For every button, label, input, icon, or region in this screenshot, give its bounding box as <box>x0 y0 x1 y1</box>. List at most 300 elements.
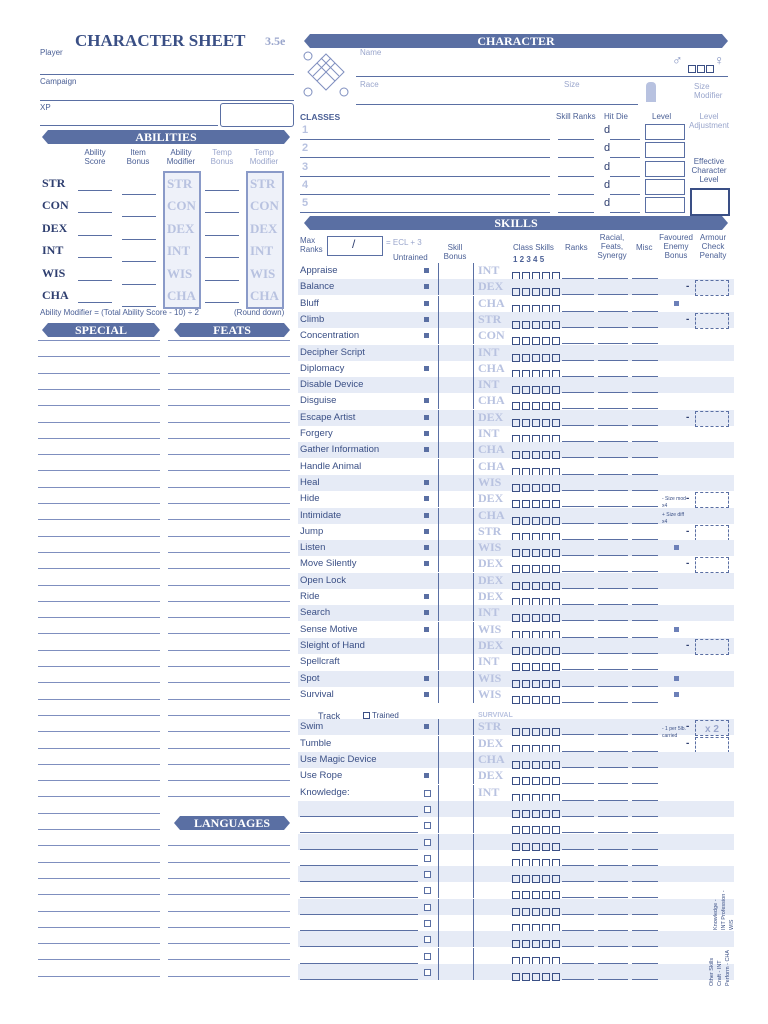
skill-bonus-box[interactable] <box>438 931 474 947</box>
xp-box[interactable] <box>220 103 294 127</box>
hit-die-field[interactable] <box>610 176 640 177</box>
ability-score-field[interactable] <box>78 235 112 236</box>
skill-bonus-box[interactable] <box>438 556 474 572</box>
feat-line[interactable] <box>168 764 290 765</box>
special-ability-line[interactable] <box>38 356 160 357</box>
skill-ability-ghost: DEX <box>478 735 504 750</box>
skill-row[interactable] <box>298 279 734 295</box>
misc-field[interactable] <box>632 702 658 703</box>
special-ability-line[interactable] <box>38 943 160 944</box>
skill-bonus-box[interactable] <box>438 426 474 442</box>
skill-row[interactable] <box>298 573 734 589</box>
untrained-checkbox[interactable] <box>424 953 431 960</box>
skill-bonus-box[interactable] <box>438 817 474 833</box>
knowledge-row[interactable] <box>298 915 734 931</box>
feat-line[interactable] <box>168 894 290 895</box>
feat-line[interactable] <box>168 422 290 423</box>
skill-bonus-box[interactable] <box>438 263 474 279</box>
skill-bonus-box[interactable] <box>438 736 474 752</box>
side-note-other: Other Skills Craft - INT Perform - CHA <box>709 949 731 986</box>
special-ability-line[interactable] <box>38 796 160 797</box>
special-ability-line[interactable] <box>38 405 160 406</box>
feat-line[interactable] <box>168 617 290 618</box>
misc-field[interactable] <box>632 979 658 980</box>
untrained-checkbox[interactable] <box>424 855 431 862</box>
skill-ability-ghost: DEX <box>478 572 504 587</box>
skill-name: Hide <box>300 493 320 505</box>
skill-bonus-box[interactable] <box>438 866 474 882</box>
feat-line[interactable] <box>168 731 290 732</box>
special-ability-line[interactable] <box>38 927 160 928</box>
skill-row[interactable] <box>298 556 734 572</box>
special-ability-line[interactable] <box>38 911 160 912</box>
special-ability-line[interactable] <box>38 519 160 520</box>
item-bonus-field[interactable] <box>122 239 156 240</box>
feat-line[interactable] <box>168 601 290 602</box>
special-ability-line[interactable] <box>38 976 160 977</box>
skill-bonus-box[interactable] <box>438 393 474 409</box>
special-ability-line[interactable] <box>38 633 160 634</box>
skill-name: Open Lock <box>300 574 346 586</box>
temp-modifier-ghost: CHA <box>250 288 279 303</box>
class-name-field[interactable] <box>300 157 550 158</box>
skill-bonus-box[interactable] <box>438 312 474 328</box>
feat-line[interactable] <box>168 585 290 586</box>
untrained-checkbox[interactable] <box>424 887 431 894</box>
skill-bonus-box[interactable] <box>438 882 474 898</box>
ability-score-field[interactable] <box>78 302 112 303</box>
skill-row[interactable] <box>298 442 734 458</box>
temp-bonus-field[interactable] <box>205 235 239 236</box>
class-skill-checkboxes[interactable] <box>512 968 562 986</box>
skill-bonus-box[interactable] <box>438 279 474 295</box>
skill-row[interactable] <box>298 768 734 784</box>
survival-tag: SURVIVAL <box>478 712 513 719</box>
feat-line[interactable] <box>168 405 290 406</box>
feat-line[interactable] <box>168 389 290 390</box>
special-ability-line[interactable] <box>38 780 160 781</box>
untrained-marker <box>424 301 429 306</box>
skill-bonus-box[interactable] <box>438 654 474 670</box>
feat-line[interactable] <box>168 959 290 960</box>
item-bonus-field[interactable] <box>122 261 156 262</box>
untrained-marker <box>424 692 429 697</box>
special-ability-line[interactable] <box>38 813 160 814</box>
skill-name: Decipher Script <box>300 346 365 358</box>
feat-line[interactable] <box>168 470 290 471</box>
acp-minus: - <box>686 721 690 733</box>
untrained-marker <box>424 431 429 436</box>
feat-line[interactable] <box>168 927 290 928</box>
skill-name: Escape Artist <box>300 411 356 423</box>
hit-die-field[interactable] <box>610 194 640 195</box>
skill-bonus-box[interactable] <box>438 361 474 377</box>
ability-score-field[interactable] <box>78 212 112 213</box>
swim-x2: x 2 <box>705 724 719 735</box>
sheet-title: CHARACTER SHEET <box>75 31 246 50</box>
special-ability-line[interactable] <box>38 340 160 341</box>
knowledge-row[interactable] <box>298 948 734 964</box>
skill-bonus-box[interactable] <box>438 768 474 784</box>
class-skill-ranks-field[interactable] <box>558 176 594 177</box>
gender-male-icon[interactable]: ♂ <box>672 52 683 68</box>
skill-name: Disguise <box>300 395 337 407</box>
knowledge-row[interactable] <box>298 882 734 898</box>
untrained-marker <box>424 627 429 632</box>
untrained-checkbox[interactable] <box>424 871 431 878</box>
class-skill-ranks-field[interactable] <box>558 194 594 195</box>
level-label: Level <box>652 112 672 121</box>
special-ability-line[interactable] <box>38 470 160 471</box>
acp-minus: - <box>686 525 690 537</box>
feat-line[interactable] <box>168 845 290 846</box>
class-level-box[interactable] <box>645 197 685 213</box>
armour-check-box[interactable] <box>695 492 729 508</box>
skill-row[interactable] <box>298 345 734 361</box>
skill-bonus-box[interactable] <box>438 328 474 344</box>
ranks-field[interactable] <box>562 702 594 703</box>
skill-row[interactable] <box>298 312 734 328</box>
special-ability-line[interactable] <box>38 666 160 667</box>
feat-line[interactable] <box>168 568 290 569</box>
special-ability-line[interactable] <box>38 552 160 553</box>
skill-bonus-box[interactable] <box>438 491 474 507</box>
class-skill-ranks-field[interactable] <box>558 157 594 158</box>
feat-line[interactable] <box>168 943 290 944</box>
special-ability-line[interactable] <box>38 862 160 863</box>
temp-bonus-field[interactable] <box>205 212 239 213</box>
feat-line[interactable] <box>168 878 290 879</box>
special-ability-line[interactable] <box>38 373 160 374</box>
skill-bonus-box[interactable] <box>438 508 474 524</box>
item-bonus-field[interactable] <box>122 194 156 195</box>
armour-check-box[interactable] <box>695 280 729 296</box>
skill-bonus-box[interactable] <box>438 801 474 817</box>
gender-boxes[interactable] <box>688 60 714 78</box>
special-ability-line[interactable] <box>38 585 160 586</box>
temp-bonus-field[interactable] <box>205 280 239 281</box>
skill-bonus-box[interactable] <box>438 475 474 491</box>
knowledge-name-field[interactable] <box>300 979 418 980</box>
knowledge-row[interactable] <box>298 899 734 915</box>
untrained-checkbox[interactable] <box>424 806 431 813</box>
untrained-marker <box>424 545 429 550</box>
ability-score-field[interactable] <box>78 257 112 258</box>
class-skill-checkboxes[interactable] <box>512 691 562 709</box>
skill-row[interactable] <box>298 654 734 670</box>
hit-die-label: Hit Die <box>604 112 629 121</box>
untrained-marker <box>424 447 429 452</box>
special-ability-line[interactable] <box>38 959 160 960</box>
skill-ability-ghost: STR <box>478 719 502 734</box>
special-ability-line[interactable] <box>38 829 160 830</box>
skill-name: Spot <box>300 672 320 684</box>
acp-minus: - <box>686 639 690 651</box>
feat-line[interactable] <box>168 519 290 520</box>
feat-line[interactable] <box>168 438 290 439</box>
campaign-label: Campaign <box>40 77 77 86</box>
special-ability-line[interactable] <box>38 878 160 879</box>
class-level-box[interactable] <box>645 161 685 177</box>
trained-checkbox[interactable] <box>363 712 370 719</box>
special-ability-line[interactable] <box>38 568 160 569</box>
skill-row[interactable] <box>298 638 734 654</box>
special-ability-line[interactable] <box>38 845 160 846</box>
untrained-marker <box>424 284 429 289</box>
knowledge-label: Knowledge: <box>300 786 350 798</box>
knowledge-row[interactable] <box>298 785 734 801</box>
skill-bonus-box[interactable] <box>438 671 474 687</box>
ability-score-field[interactable] <box>78 280 112 281</box>
skill-row[interactable] <box>298 752 734 768</box>
skill-ability-ghost: WIS <box>478 621 502 636</box>
untrained-checkbox[interactable] <box>424 969 431 976</box>
racial-field[interactable] <box>598 979 628 980</box>
special-ability-line[interactable] <box>38 422 160 423</box>
skill-bonus-box[interactable] <box>438 687 474 703</box>
untrained-marker <box>424 317 429 322</box>
untrained-checkbox[interactable] <box>424 920 431 927</box>
campaign-field[interactable] <box>40 100 294 101</box>
racial-label: Racial, Feats, Synergy <box>597 233 627 260</box>
special-ability-line[interactable] <box>38 601 160 602</box>
ability-modifier-ghost: CON <box>167 198 196 214</box>
abilities-header: ABILITIES <box>48 130 284 144</box>
skill-bonus-box[interactable] <box>438 964 474 980</box>
feat-line[interactable] <box>168 356 290 357</box>
item-bonus-field[interactable] <box>122 216 156 217</box>
knowledge-row[interactable] <box>298 850 734 866</box>
skill-ability-ghost: CHA <box>478 295 505 310</box>
skill-row[interactable] <box>298 622 734 638</box>
knowledge-row[interactable] <box>298 801 734 817</box>
skill-row[interactable] <box>298 296 734 312</box>
armour-check-box[interactable] <box>695 639 729 655</box>
hide-note-1: - Size mod x4 <box>662 496 686 509</box>
acp-minus: - <box>686 411 690 423</box>
untrained-checkbox[interactable] <box>424 790 431 797</box>
name-field[interactable] <box>356 76 728 77</box>
feat-line[interactable] <box>168 666 290 667</box>
feat-line[interactable] <box>168 748 290 749</box>
feat-line[interactable] <box>168 373 290 374</box>
skill-bonus-box[interactable] <box>438 719 474 735</box>
untrained-marker <box>424 398 429 403</box>
skill-row[interactable] <box>298 361 734 377</box>
temp-bonus-field[interactable] <box>205 302 239 303</box>
special-ability-line[interactable] <box>38 650 160 651</box>
skill-bonus-box[interactable] <box>438 410 474 426</box>
skill-ability-ghost: STR <box>478 311 502 326</box>
skill-row[interactable] <box>298 426 734 442</box>
armour-check-box[interactable] <box>695 525 729 541</box>
skill-bonus-box[interactable] <box>438 850 474 866</box>
feat-line[interactable] <box>168 454 290 455</box>
untrained-marker <box>424 676 429 681</box>
feat-line[interactable] <box>168 715 290 716</box>
skill-row[interactable] <box>298 377 734 393</box>
racial-field[interactable] <box>598 702 628 703</box>
special-ability-line[interactable] <box>38 699 160 700</box>
class-row-number: 1 <box>302 124 309 136</box>
skill-row[interactable] <box>298 524 734 540</box>
class-level-box[interactable] <box>645 179 685 195</box>
ecl-box[interactable] <box>690 188 730 216</box>
feat-line[interactable] <box>168 682 290 683</box>
hit-die-symbol: d <box>604 160 611 173</box>
skill-row[interactable] <box>298 393 734 409</box>
untrained-marker <box>424 513 429 518</box>
special-ability-line[interactable] <box>38 454 160 455</box>
skill-row[interactable] <box>298 687 734 703</box>
ability-score-field[interactable] <box>78 190 112 191</box>
swim-note: - 1 per 5lb. carried <box>662 726 686 739</box>
skill-bonus-box[interactable] <box>438 785 474 801</box>
skill-ability-ghost: DEX <box>478 409 504 424</box>
hit-die-field[interactable] <box>610 139 640 140</box>
gender-female-icon[interactable]: ♀ <box>714 52 725 68</box>
skill-bonus-box[interactable] <box>438 589 474 605</box>
skill-row[interactable] <box>298 475 734 491</box>
feat-line[interactable] <box>168 699 290 700</box>
skill-bonus-box[interactable] <box>438 752 474 768</box>
skill-row[interactable] <box>298 459 734 475</box>
knowledge-row[interactable] <box>298 964 734 980</box>
skill-row[interactable] <box>298 263 734 279</box>
feat-line[interactable] <box>168 780 290 781</box>
xp-field[interactable] <box>40 125 218 126</box>
feat-line[interactable] <box>168 633 290 634</box>
feat-line[interactable] <box>168 976 290 977</box>
special-ability-line[interactable] <box>38 617 160 618</box>
size-label: Size <box>564 80 580 89</box>
armour-check-box[interactable] <box>695 411 729 427</box>
hit-die-field[interactable] <box>610 212 640 213</box>
edition-label: 3.5e <box>265 34 286 48</box>
knowledge-row[interactable] <box>298 866 734 882</box>
special-ability-line[interactable] <box>38 682 160 683</box>
skill-bonus-box[interactable] <box>438 915 474 931</box>
class-name-field[interactable] <box>300 194 550 195</box>
item-bonus-field[interactable] <box>122 284 156 285</box>
skill-bonus-box[interactable] <box>438 948 474 964</box>
skill-bonus-box[interactable] <box>438 524 474 540</box>
feat-line[interactable] <box>168 487 290 488</box>
hide-note-2: + Size diff x4 <box>662 512 685 525</box>
special-ability-line[interactable] <box>38 487 160 488</box>
feat-line[interactable] <box>168 650 290 651</box>
skill-bonus-box[interactable] <box>438 459 474 475</box>
skill-ability-ghost: DEX <box>478 589 504 603</box>
skill-row[interactable] <box>298 410 734 426</box>
class-name-field[interactable] <box>300 212 550 213</box>
knowledge-row[interactable] <box>298 817 734 833</box>
armour-check-box[interactable] <box>695 313 729 329</box>
class-level-box[interactable] <box>645 142 685 158</box>
knowledge-row[interactable] <box>298 931 734 947</box>
class-skill-ranks-field[interactable] <box>558 212 594 213</box>
col-item-bonus: Item Bonus <box>126 148 150 166</box>
temp-bonus-field[interactable] <box>205 190 239 191</box>
special-ability-line[interactable] <box>38 748 160 749</box>
skill-bonus-box[interactable] <box>438 638 474 654</box>
skill-bonus-box[interactable] <box>438 345 474 361</box>
untrained-checkbox[interactable] <box>424 822 431 829</box>
item-bonus-field[interactable] <box>122 306 156 307</box>
player-field[interactable] <box>40 74 294 75</box>
skill-bonus-box[interactable] <box>438 296 474 312</box>
untrained-marker <box>424 480 429 485</box>
special-ability-line[interactable] <box>38 894 160 895</box>
special-ability-line[interactable] <box>38 438 160 439</box>
untrained-marker <box>424 610 429 615</box>
skill-bonus-box[interactable] <box>438 605 474 621</box>
class-row-number: 5 <box>302 197 309 210</box>
skill-bonus-box[interactable] <box>438 442 474 458</box>
special-ability-line[interactable] <box>38 389 160 390</box>
skill-bonus-box[interactable] <box>438 540 474 556</box>
feat-line[interactable] <box>168 862 290 863</box>
hit-die-field[interactable] <box>610 157 640 158</box>
feat-line[interactable] <box>168 340 290 341</box>
feat-line[interactable] <box>168 503 290 504</box>
untrained-checkbox[interactable] <box>424 904 431 911</box>
feat-line[interactable] <box>168 796 290 797</box>
untrained-marker <box>424 594 429 599</box>
feat-line[interactable] <box>168 552 290 553</box>
class-name-field[interactable] <box>300 139 550 140</box>
temp-bonus-field[interactable] <box>205 257 239 258</box>
skill-bonus-box[interactable] <box>438 377 474 393</box>
level-adjustment-box[interactable] <box>645 124 685 140</box>
untrained-checkbox[interactable] <box>424 839 431 846</box>
special-ability-line[interactable] <box>38 731 160 732</box>
skill-bonus-box[interactable] <box>438 573 474 589</box>
name-label: Name <box>360 48 382 57</box>
skill-row[interactable] <box>298 328 734 344</box>
race-field[interactable] <box>356 104 638 105</box>
special-ability-line[interactable] <box>38 536 160 537</box>
skill-bonus-box[interactable] <box>438 899 474 915</box>
skill-row[interactable] <box>298 605 734 621</box>
skill-row[interactable] <box>298 540 734 556</box>
skill-ability-ghost: INT <box>478 426 500 440</box>
special-ability-line[interactable] <box>38 715 160 716</box>
skill-ability-ghost: CHA <box>478 442 505 457</box>
skill-bonus-box[interactable] <box>438 834 474 850</box>
size-modifier-label: Size Modifier <box>694 82 723 100</box>
skill-row[interactable] <box>298 589 734 605</box>
feat-line[interactable] <box>168 536 290 537</box>
armour-check-box[interactable] <box>695 557 729 573</box>
ranks-field[interactable] <box>562 979 594 980</box>
untrained-checkbox[interactable] <box>424 936 431 943</box>
skill-ability-ghost: CHA <box>478 752 505 766</box>
skill-name: Search <box>300 607 331 619</box>
class-name-field[interactable] <box>300 176 550 177</box>
feat-line[interactable] <box>168 911 290 912</box>
special-ability-line[interactable] <box>38 764 160 765</box>
trained-label: Trained <box>372 711 399 720</box>
armour-check-box[interactable] <box>695 737 729 753</box>
skill-bonus-box[interactable] <box>438 622 474 638</box>
special-ability-line[interactable] <box>38 503 160 504</box>
max-ranks-label: Max Ranks <box>300 236 323 254</box>
class-skill-ranks-field[interactable] <box>558 139 594 140</box>
knowledge-row[interactable] <box>298 834 734 850</box>
favoured-enemy-marker <box>674 545 679 550</box>
skill-row[interactable] <box>298 671 734 687</box>
